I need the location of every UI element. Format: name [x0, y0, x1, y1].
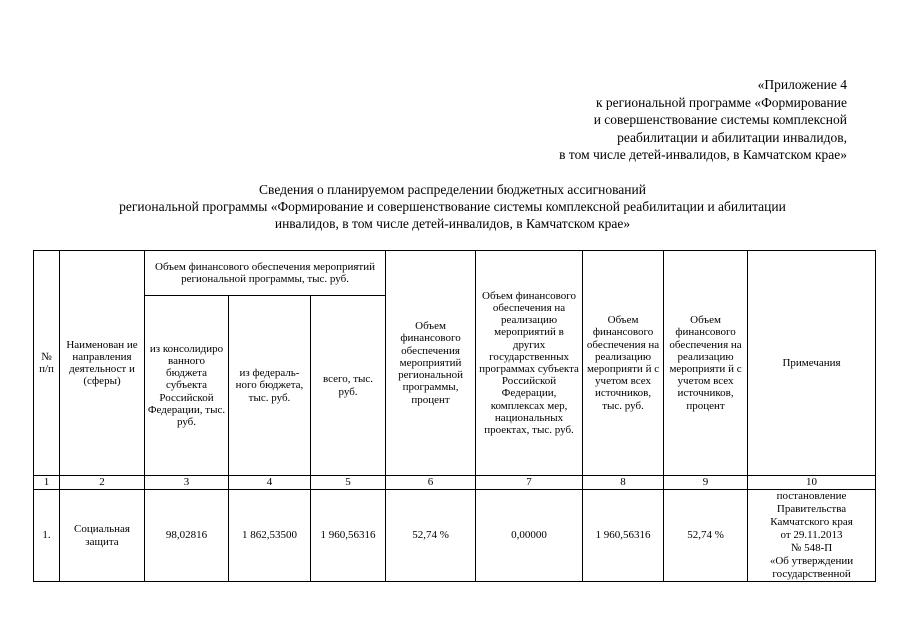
note-line: № 548-П: [790, 542, 833, 554]
note-line: от 29.11.2013: [780, 529, 843, 541]
cell-name: Социальная защита: [60, 490, 145, 582]
column-number: 1: [34, 476, 60, 490]
cell-consolidated: 98,02816: [145, 490, 229, 582]
header-name: Наименован ие направления деятельност и (сферы): [60, 251, 145, 476]
cell-other-programs: 0,00000: [476, 490, 583, 582]
note-line: Камчатского края: [770, 516, 853, 528]
title-line: региональной программы «Формирование и совершенствование системы комплексной реабилитации и абилитации: [119, 199, 786, 214]
column-number: 6: [386, 476, 476, 490]
column-number: 4: [229, 476, 311, 490]
cell-federal: 1 862,53500: [229, 490, 311, 582]
appendix-line: в том числе детей-инвалидов, в Камчатском крае»: [559, 147, 847, 162]
table-row: [34, 490, 876, 582]
document-title: [0, 181, 905, 232]
header-all-sources-percent: Объем финансового обеспечения на реализацию мероприяти й с учетом всех источников, процент: [664, 251, 748, 476]
column-number: 7: [476, 476, 583, 490]
column-number: 5: [311, 476, 386, 490]
appendix-header: [559, 76, 847, 164]
title-line: Сведения о планируемом распределении бюджетных ассигнований: [259, 182, 646, 197]
note-line: Правительства: [776, 503, 847, 515]
column-number: 9: [664, 476, 748, 490]
note-line: «Об утверждении: [769, 555, 854, 567]
cell-num: 1.: [34, 490, 60, 582]
budget-table: [33, 250, 876, 582]
cell-percent: 52,74 %: [386, 490, 476, 582]
note-line: постановление: [776, 490, 847, 502]
header-total: всего, тыс. руб.: [311, 296, 386, 476]
appendix-line: к региональной программе «Формирование: [595, 94, 847, 110]
cell-all-sources-percent: 52,74 %: [664, 490, 748, 582]
title-line: инвалидов, в том числе детей-инвалидов, в Камчатском крае»: [274, 216, 631, 231]
column-number: 10: [748, 476, 876, 490]
cell-total: 1 960,56316: [311, 490, 386, 582]
header-volume-group: Объем финансового обеспечения мероприятий региональной программы, тыс. руб.: [145, 251, 386, 296]
note-line: государственной: [772, 568, 851, 580]
header-consolidated: из консолидиро ванного бюджета субъекта Российской Федерации, тыс. руб.: [145, 296, 229, 476]
header-percent: Объем финансового обеспечения мероприятий региональной программы, процент: [386, 251, 476, 476]
header-other-programs: Объем финансового обеспечения на реализацию мероприятий в других государственных программах субъекта Российской Федерации, комплексах мер, национальных проектах, тыс. руб.: [476, 251, 583, 476]
cell-notes: [748, 490, 876, 582]
cell-all-sources: 1 960,56316: [583, 490, 664, 582]
header-all-sources: Объем финансового обеспечения на реализацию мероприяти й с учетом всех источников, тыс. руб.: [583, 251, 664, 476]
appendix-line: «Приложение 4: [757, 77, 847, 92]
header-federal: из федераль- ного бюджета, тыс. руб.: [229, 296, 311, 476]
header-num: № п/п: [34, 251, 60, 476]
column-number: 8: [583, 476, 664, 490]
column-number: 3: [145, 476, 229, 490]
appendix-line: реабилитации и абилитации инвалидов,: [617, 129, 847, 145]
appendix-line: и совершенствование системы комплексной: [593, 112, 847, 127]
header-notes: Примечания: [748, 251, 876, 476]
column-number: 2: [60, 476, 145, 490]
